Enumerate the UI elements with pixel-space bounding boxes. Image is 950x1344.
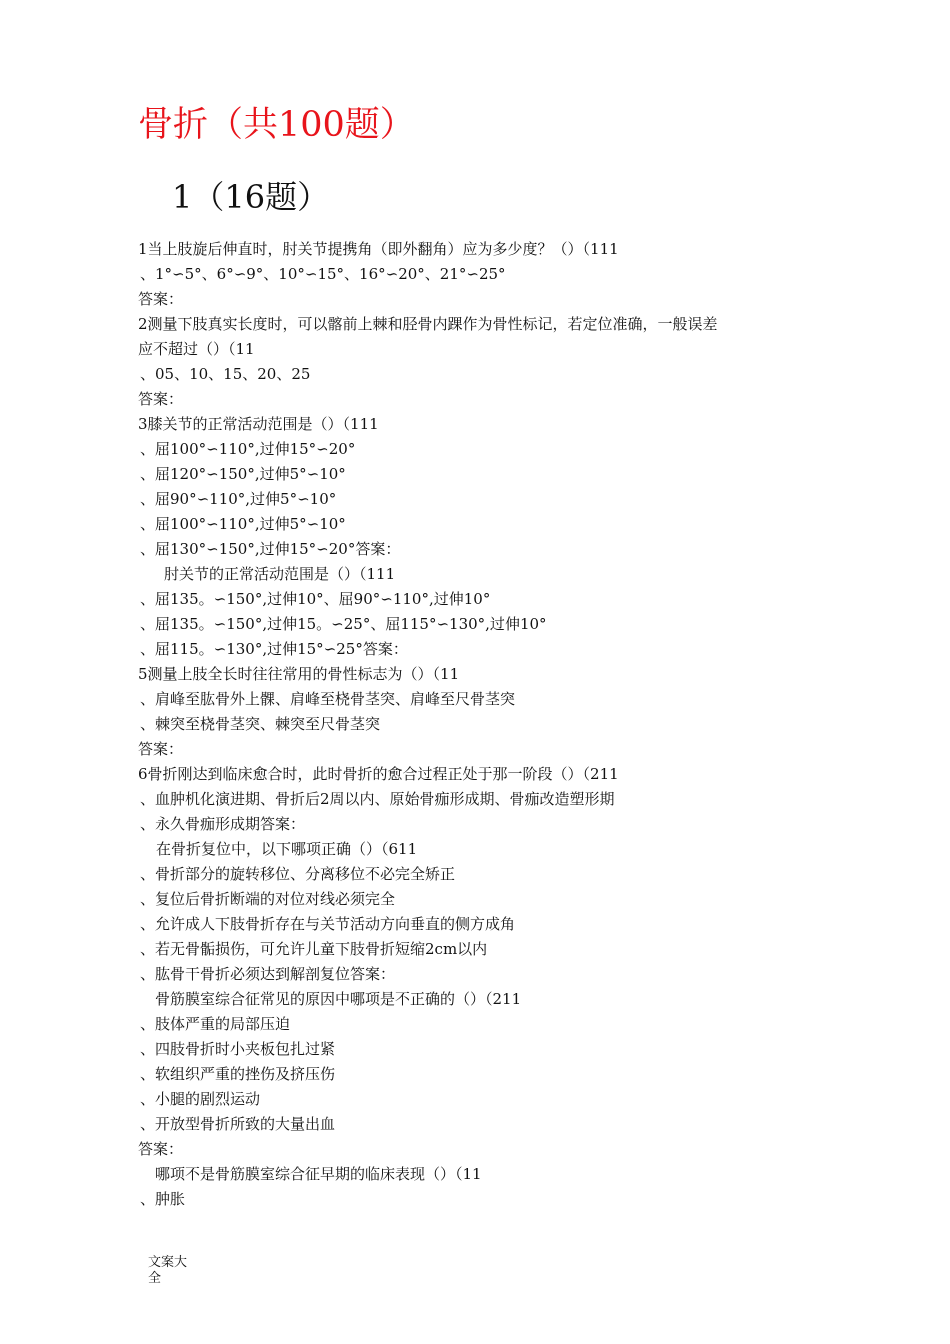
answer-option: 、小腿的剧烈运动 xyxy=(140,1090,261,1108)
answer-option: 、屈130°∽150°,过伸15°∽20°答案： xyxy=(140,540,401,558)
question-text: 5测量上肢全长时往往常用的骨性标志为（）（11 xyxy=(138,665,460,683)
question-list xyxy=(138,237,818,1212)
answer-option: 、若无骨骺损伤，可允许儿童下肢骨折短缩2cm以内 xyxy=(140,940,488,958)
answer-option: 、开放型骨折所致的大量出血 xyxy=(140,1115,336,1133)
answer-option: 、复位后骨折断端的对位对线必须完全 xyxy=(140,890,396,908)
answer-option: 、永久骨痂形成期答案： xyxy=(140,815,306,833)
answer-option: 、屈100°∽110°,过伸5°∽10° xyxy=(140,515,346,533)
question-text: 应不超过（）（11 xyxy=(138,340,255,358)
answer-option: 、骨折部分的旋转移位、分离移位不必完全矫正 xyxy=(140,865,456,883)
answer-option: 、肢体严重的局部压迫 xyxy=(140,1015,291,1033)
answer-option: 、肩峰至肱骨外上髁、肩峰至桡骨茎突、肩峰至尺骨茎突 xyxy=(140,690,516,708)
answer-option: 、屈100°∽110°,过伸15°∽20° xyxy=(140,440,356,458)
footer-text: 文案大全 xyxy=(148,1255,188,1286)
question-text: 3膝关节的正常活动范围是（）（111 xyxy=(138,415,379,433)
answer-option: 、屈135。∽150°,过伸15。∽25°、屈115°∽130°,过伸10° xyxy=(140,615,547,633)
answer-option: 、血肿机化演进期、骨折后2周以内、原始骨痂形成期、骨痂改造塑形期 xyxy=(140,790,615,808)
answer-option: 、屈90°∽110°,过伸5°∽10° xyxy=(140,490,337,508)
question-text: 2测量下肢真实长度时，可以髂前上棘和胫骨内踝作为骨性标记，若定位准确，一般误差 xyxy=(138,315,718,333)
answer-option: 、棘突至桡骨茎突、棘突至尺骨茎突 xyxy=(140,715,381,733)
question-text: 哪项不是骨筋膜室综合征早期的临床表现（）（11 xyxy=(155,1165,482,1183)
section-title: 1（16题） xyxy=(172,178,330,216)
question-text: 肘关节的正常活动范围是（）（111 xyxy=(164,565,396,583)
question-text: 1当上肢旋后伸直时，肘关节提携角（即外翻角）应为多少度？（）（111 xyxy=(138,240,619,258)
answer-options: 、05、10、15、20、25 xyxy=(140,365,311,383)
answer-label: 答案： xyxy=(138,390,184,408)
page-title: 骨折（共100题） xyxy=(138,105,415,145)
answer-option: 、肿胀 xyxy=(140,1190,186,1208)
answer-options: 、1°∽5°、6°∽9°、10°∽15°、16°∽20°、21°∽25° xyxy=(140,265,506,283)
question-text: 在骨折复位中，以下哪项正确（）（611 xyxy=(156,840,418,858)
answer-option: 、屈135。∽150°,过伸10°、屈90°∽110°,过伸10° xyxy=(140,590,491,608)
answer-option: 、允许成人下肢骨折存在与关节活动方向垂直的侧方成角 xyxy=(140,915,516,933)
answer-label: 答案： xyxy=(138,1140,184,1158)
answer-option: 、四肢骨折时小夹板包扎过紧 xyxy=(140,1040,336,1058)
answer-option: 、软组织严重的挫伤及挤压伤 xyxy=(140,1065,336,1083)
question-text: 6骨折刚达到临床愈合时，此时骨折的愈合过程正处于那一阶段（）（211 xyxy=(138,765,619,783)
answer-label: 答案： xyxy=(138,290,184,308)
question-text: 骨筋膜室综合征常见的原因中哪项是不正确的（）（211 xyxy=(155,990,522,1008)
answer-option: 、屈115。∽130°,过伸15°∽25°答案： xyxy=(140,640,408,658)
answer-option: 、屈120°∽150°,过伸5°∽10° xyxy=(140,465,346,483)
answer-label: 答案： xyxy=(138,740,184,758)
answer-option: 、肱骨干骨折必须达到解剖复位答案： xyxy=(140,965,396,983)
